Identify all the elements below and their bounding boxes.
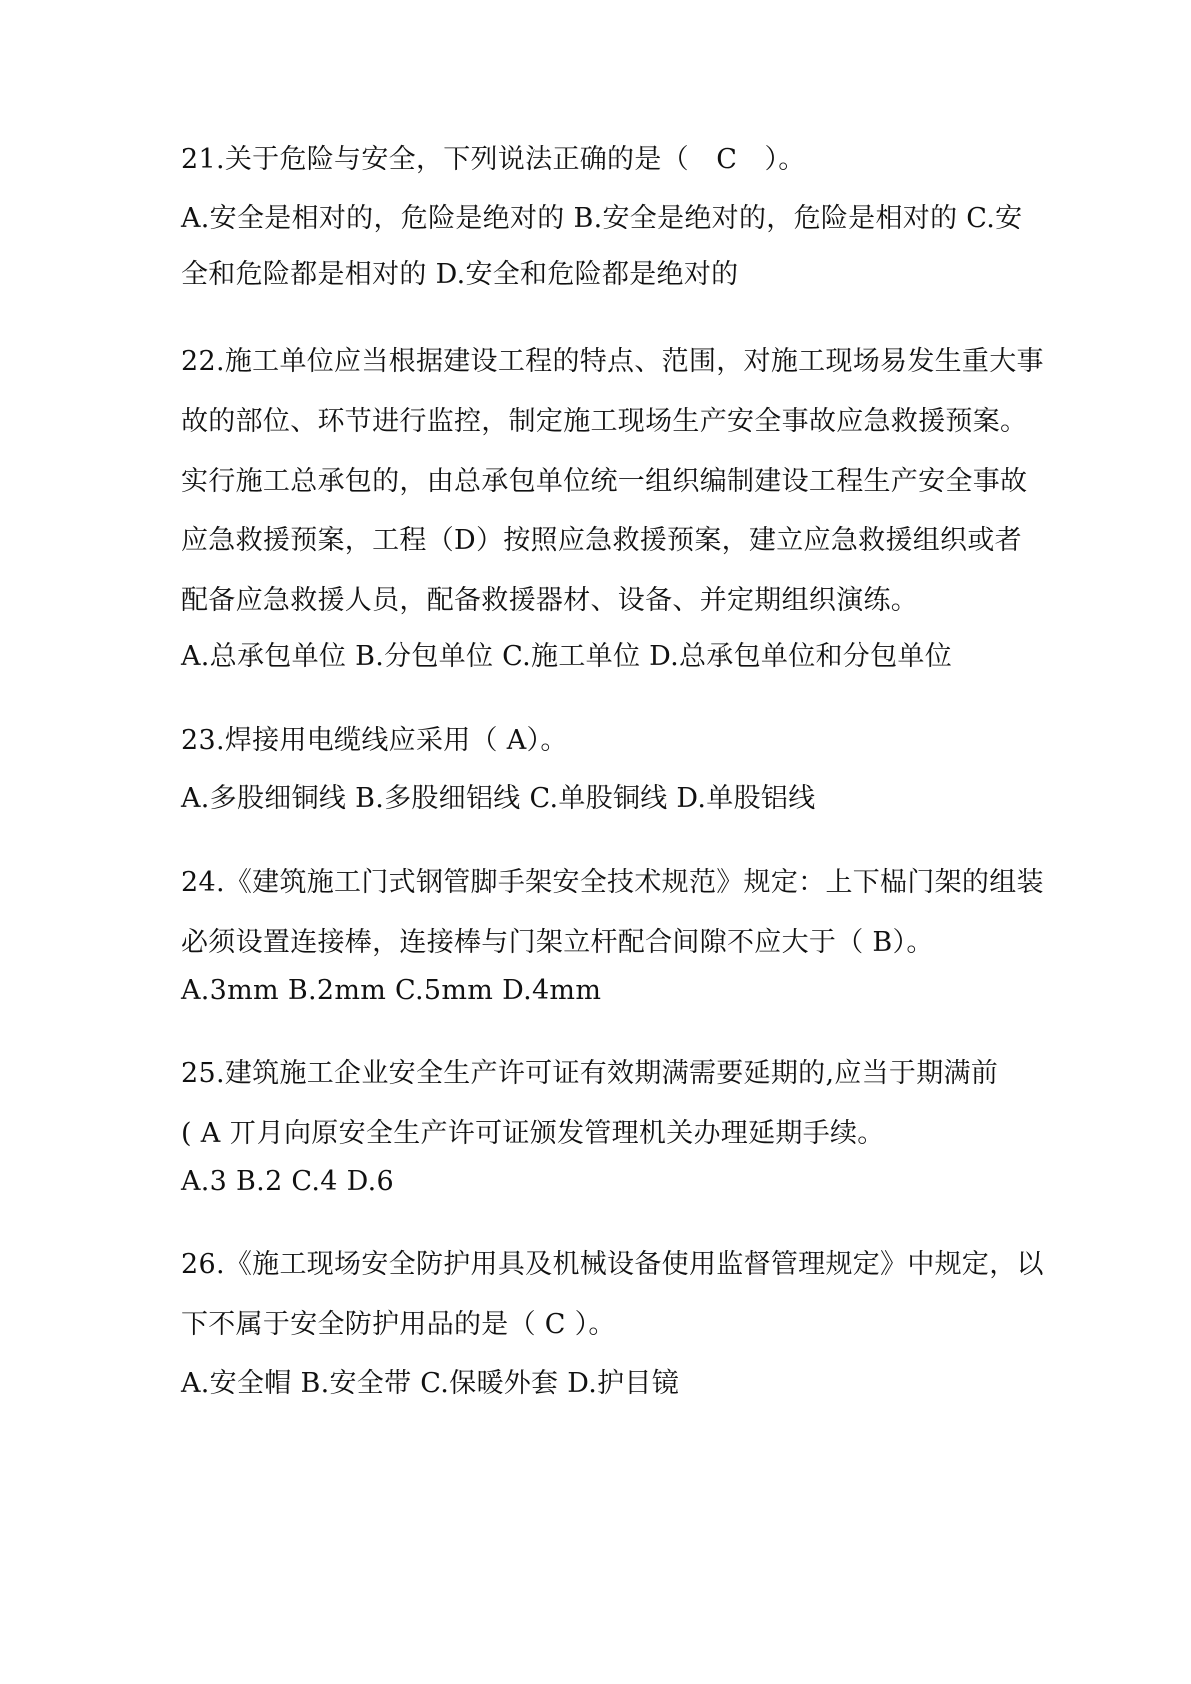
q21-options-line-2: 全和危险都是相对的 D.安全和危险都是绝对的 [181, 259, 739, 290]
q21-options-line-1: A.安全是相对的，危险是绝对的 B.安全是绝对的，危险是相对的 C.安 [181, 203, 1023, 234]
q24-stem-line-2: 必须设置连接棒，连接棒与门架立杆配合间隙不应大于（ B）。 [181, 927, 934, 958]
q23-options-line-1: A.多股细铜线 B.多股细铝线 C.单股铜线 D.单股铝线 [181, 783, 816, 814]
q21-stem-line-1: 21.关于危险与安全，下列说法正确的是（ C ）。 [181, 144, 806, 175]
q25-stem-line-2: ( A 丌月向原安全生产许可证颁发管理机关办理延期手续。 [181, 1118, 885, 1149]
q26-stem-line-1: 26.《施工现场安全防护用具及机械设备使用监督管理规定》中规定，以 [181, 1249, 1044, 1280]
q24-options-line-1: A.3mm B.2mm C.5mm D.4mm [181, 975, 602, 1006]
q22-stem-line-4: 应急救援预案，工程（D）按照应急救援预案，建立应急救援组织或者 [181, 525, 1022, 556]
q22-options-line-1: A.总承包单位 B.分包单位 C.施工单位 D.总承包单位和分包单位 [181, 641, 952, 672]
q22-stem-line-1: 22.施工单位应当根据建设工程的特点、范围，对施工现场易发生重大事 [181, 346, 1044, 377]
q23-stem-line-1: 23.焊接用电缆线应采用（ A）。 [181, 725, 568, 756]
q26-options-line-1: A.安全帽 B.安全带 C.保暖外套 D.护目镜 [181, 1368, 679, 1399]
q24-stem-line-1: 24.《建筑施工门式钢管脚手架安全技术规范》规定：上下榀门架的组装 [181, 867, 1044, 898]
q26-stem-line-2: 下不属于安全防护用品的是（ C ）。 [181, 1309, 616, 1340]
q22-stem-line-5: 配备应急救援人员，配备救援器材、设备、并定期组织演练。 [181, 585, 919, 616]
q22-stem-line-3: 实行施工总承包的，由总承包单位统一组织编制建设工程生产安全事故 [181, 466, 1028, 497]
q22-stem-line-2: 故的部位、环节进行监控，制定施工现场生产安全事故应急救援预案。 [181, 406, 1028, 437]
q25-options-line-1: A.3 B.2 C.4 D.6 [181, 1166, 395, 1197]
q25-stem-line-1: 25.建筑施工企业安全生产许可证有效期满需要延期的,应当于期满前 [181, 1058, 999, 1089]
